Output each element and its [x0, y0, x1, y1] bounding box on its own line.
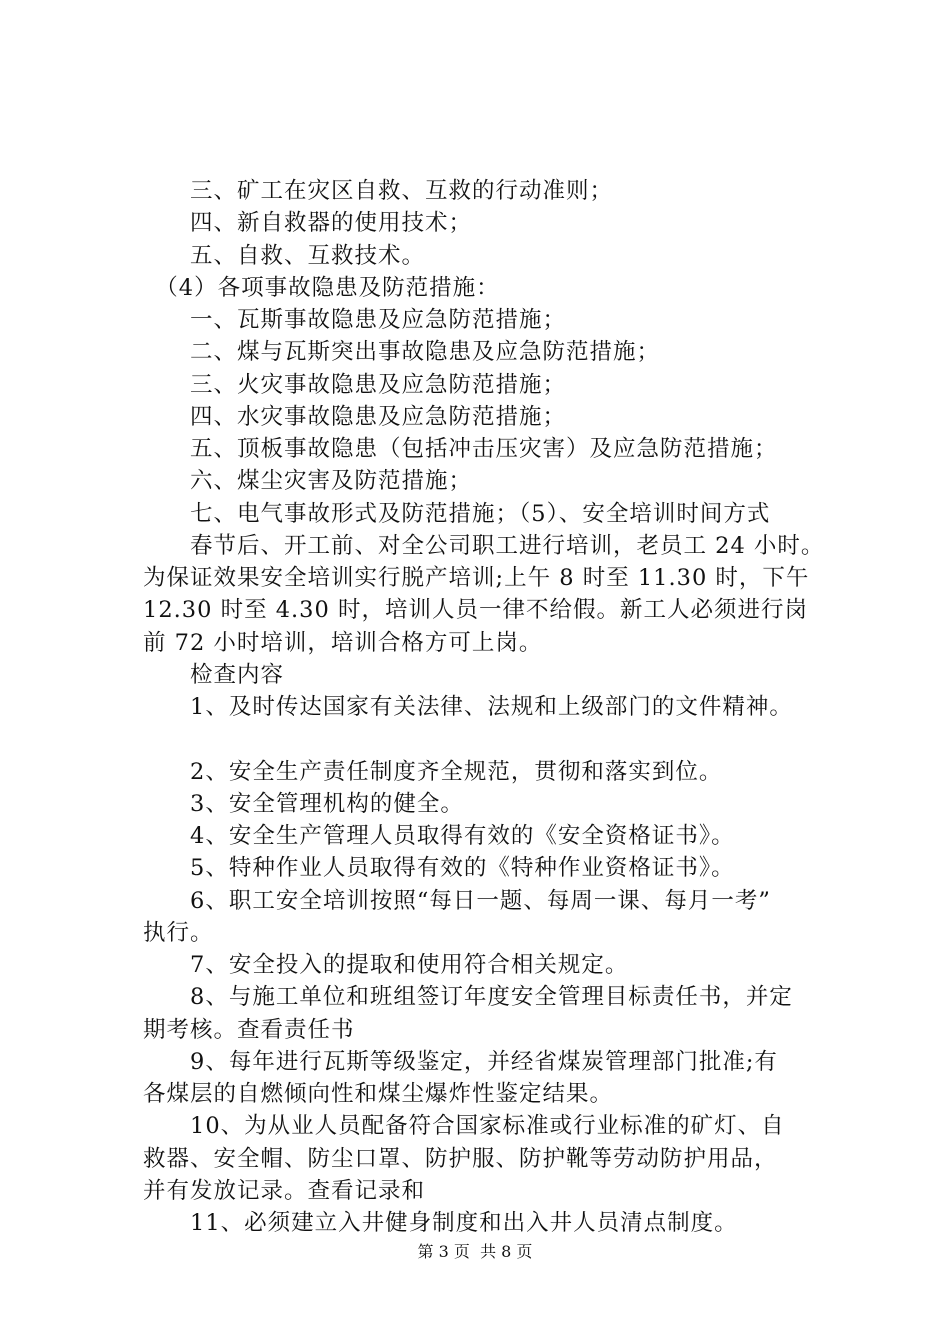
text-line: 5、特种作业人员取得有效的《特种作业资格证书》。: [143, 855, 735, 881]
text-line: 四、新自救器的使用技术；: [143, 210, 473, 236]
text-line: 执行。: [143, 920, 214, 946]
text-line: 期考核。查看责任书: [143, 1017, 355, 1043]
text-line: 9、每年进行瓦斯等级鉴定，并经省煤炭管理部门批准;有: [143, 1049, 778, 1075]
text-line: 各煤层的自燃倾向性和煤尘爆炸性鉴定结果。: [143, 1081, 614, 1107]
text-line: 7、安全投入的提取和使用符合相关规定。: [143, 952, 629, 978]
text-line: 3、安全管理机构的健全。: [143, 791, 464, 817]
text-line: 三、火灾事故隐患及应急防范措施；: [143, 372, 567, 398]
text-line: 10、为从业人员配备符合国家标准或行业标准的矿灯、自: [143, 1113, 785, 1139]
text-line: 前 72 小时培训，培训合格方可上岗。: [143, 630, 543, 656]
text-line: 四、水灾事故隐患及应急防范措施；: [143, 404, 567, 430]
text-line: （4）各项事故隐患及防范措施：: [143, 275, 500, 301]
text-line: 五、顶板事故隐患（包括冲击压灾害）及应急防范措施；: [143, 436, 778, 462]
page-footer: 第 3 页 共 8 页: [417, 1242, 533, 1261]
text-line: 11、必须建立入井健身制度和出入井人员清点制度。: [143, 1210, 738, 1236]
text-line: 七、电气事故形式及防范措施；（5）、安全培训时间方式: [143, 501, 771, 527]
text-line: 三、矿工在灾区自救、互救的行动准则；: [143, 178, 614, 204]
text-line: 五、自救、互救技术。: [143, 243, 426, 269]
text-line: 8、与施工单位和班组签订年度安全管理目标责任书，并定: [143, 984, 793, 1010]
text-line: 12.30 时至 4.30 时，培训人员一律不给假。新工人必须进行岗: [143, 597, 808, 623]
text-line: 一、瓦斯事故隐患及应急防范措施；: [143, 307, 567, 333]
text-line: 1、及时传达国家有关法律、法规和上级部门的文件精神。: [143, 694, 793, 720]
text-line: 并有发放记录。查看记录和: [143, 1178, 426, 1204]
text-line: 二、煤与瓦斯突出事故隐患及应急防范措施；: [143, 339, 661, 365]
text-line: 六、煤尘灾害及防范措施；: [143, 468, 473, 494]
text-line: 春节后、开工前、对全公司职工进行培训，老员工 24 小时。: [143, 533, 825, 559]
text-line: 6、职工安全培训按照“每日一题、每周一课、每月一考”: [143, 888, 771, 914]
text-line: 为保证效果安全培训实行脱产培训;上午 8 时至 11.30 时，下午: [143, 565, 810, 591]
section-heading: 检查内容: [143, 662, 285, 688]
text-line: 2、安全生产责任制度齐全规范，贯彻和落实到位。: [143, 759, 723, 785]
text-line: 4、安全生产管理人员取得有效的《安全资格证书》。: [143, 823, 735, 849]
text-line: 救器、安全帽、防尘口罩、防护服、防护靴等劳动防护用品，: [143, 1146, 778, 1172]
